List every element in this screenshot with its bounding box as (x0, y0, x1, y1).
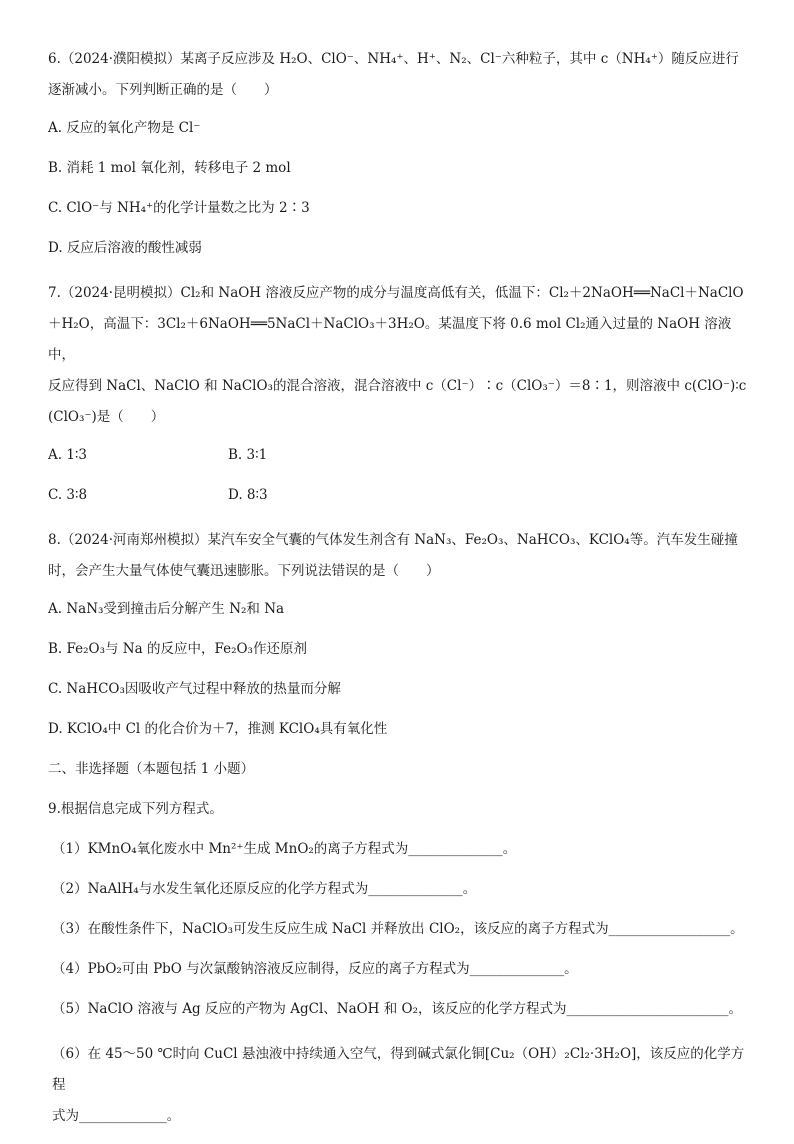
q8-option-c: C. NaHCO₃因吸收产气过程中释放的热量而分解 (48, 681, 341, 697)
question-7 (48, 278, 748, 433)
q7-option-d: D. 8∶3 (228, 487, 268, 503)
q9-item-5: （5）NaClO 溶液与 Ag 反应的产物为 AgCl、NaOH 和 O₂，该反应的化学方程式为________________________。 (52, 1001, 743, 1017)
q7-stem-line-3: 反应得到 NaCl、NaClO 和 NaClO₃的混合溶液，混合溶液中 c（Cl⁻）∶c（ClO₃⁻）＝8∶1，则溶液中 c(ClO⁻)∶c (48, 378, 747, 394)
q7-option-b: B. 3∶1 (228, 447, 268, 463)
q9-stem: 9.根据信息完成下列方程式。 (48, 801, 223, 817)
q9-item-6 (48, 1039, 748, 1132)
q8-stem-line-1: 8.（2024·河南郑州模拟）某汽车安全气囊的气体发生剂含有 NaN₃、Fe₂O₃、NaHCO₃、KClO₄等。汽车发生碰撞 (48, 532, 738, 548)
q9-item-4: （4）PbO₂可由 PbO 与次氯酸钠溶液反应制得，反应的离子方程式为______________。 (52, 961, 578, 977)
q9-item-6-line-1: （6）在 45～50 ℃时向 CuCl 悬浊液中持续通入空气，得到碱式氯化铜[Cu₂（OH）₂Cl₂·3H₂O]，该反应的化学方程 (52, 1046, 745, 1093)
worksheet-page (48, 44, 748, 1144)
q7-stem-line-4: (ClO₃⁻)是（ ） (48, 409, 165, 425)
q7-options-row-1 (48, 445, 748, 465)
q8-option-a: A. NaN₃受到撞击后分解产生 N₂和 Na (48, 601, 285, 617)
q6-option-d: D. 反应后溶液的酸性减弱 (48, 240, 202, 256)
q7-options-row-2 (48, 485, 748, 505)
q8-stem-line-2: 时，会产生大量气体使气囊迅速膨胀。下列说法错误的是（ ） (48, 563, 440, 579)
question-6 (48, 44, 748, 106)
question-8 (48, 525, 748, 587)
section-heading-non-choice: 二、非选择题（本题包括 1 小题） (48, 761, 255, 777)
q7-stem-line-2: ＋H₂O，高温下：3Cl₂＋6NaOH══5NaCl＋NaClO₃＋3H₂O。某温度下将 0.6 mol Cl₂通入过量的 NaOH 溶液中， (48, 316, 732, 363)
q6-option-a: A. 反应的氧化产物是 Cl⁻ (48, 120, 201, 136)
q7-option-a: A. 1∶3 (48, 447, 88, 463)
q9-item-3: （3）在酸性条件下，NaClO₃可发生反应生成 NaCl 并释放出 ClO₂，该反应的离子方程式为__________________。 (52, 921, 744, 937)
q7-stem-line-1: 7.（2024·昆明模拟）Cl₂和 NaOH 溶液反应产物的成分与温度高低有关，低温下：Cl₂＋2NaOH══NaCl＋NaClO (48, 285, 744, 301)
q8-option-d: D. KClO₄中 Cl 的化合价为＋7，推测 KClO₄具有氧化性 (48, 721, 388, 737)
q8-option-b: B. Fe₂O₃与 Na 的反应中，Fe₂O₃作还原剂 (48, 641, 307, 657)
q6-option-c: C. ClO⁻与 NH₄⁺的化学计量数之比为 2∶3 (48, 200, 310, 216)
q9-item-6-line-2: 式为_____________。 (52, 1108, 181, 1124)
q6-option-b: B. 消耗 1 mol 氧化剂，转移电子 2 mol (48, 160, 291, 176)
q6-stem-line-2: 逐渐减小。下列判断正确的是（ ） (48, 82, 278, 98)
q7-option-c: C. 3∶8 (48, 487, 88, 503)
q9-item-1: （1）KMnO₄氧化废水中 Mn²⁺生成 MnO₂的离子方程式为______________。 (52, 841, 517, 857)
q6-stem-line-1: 6.（2024·濮阳模拟）某离子反应涉及 H₂O、ClO⁻、NH₄⁺、H⁺、N₂、Cl⁻六种粒子，其中 c（NH₄⁺）随反应进行 (48, 51, 739, 67)
q9-item-2: （2）NaAlH₄与水发生氧化还原反应的化学方程式为______________。 (52, 881, 477, 897)
